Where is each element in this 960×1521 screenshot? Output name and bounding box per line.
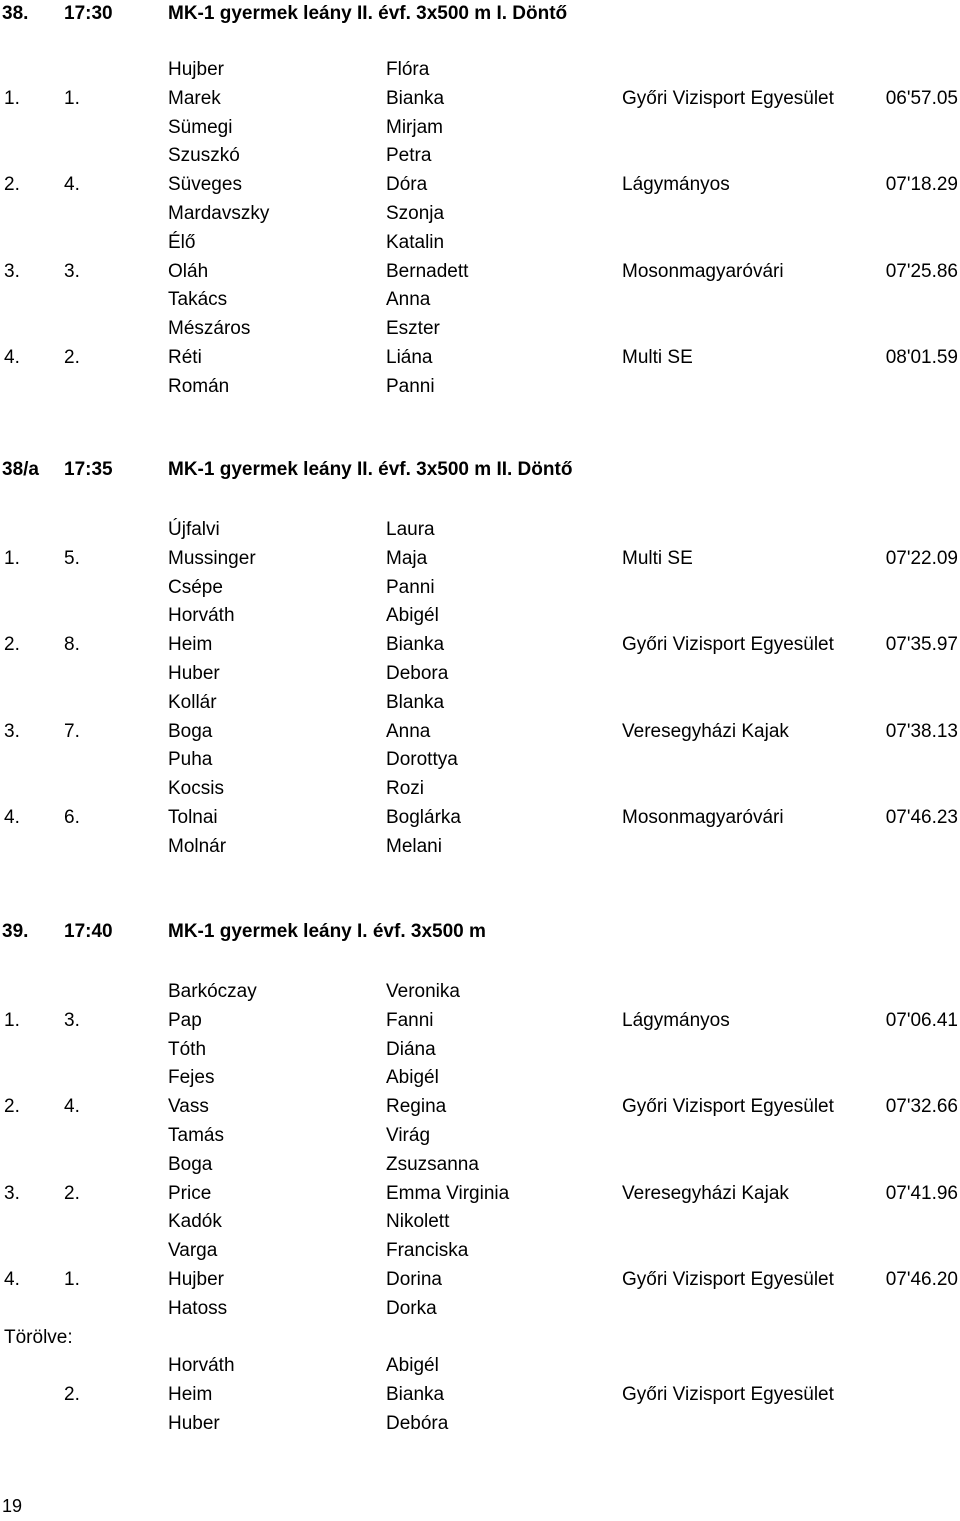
event-time: 17:40 [64, 921, 113, 942]
club-name: Multi SE [622, 347, 693, 368]
athlete-first-name: Panni [386, 576, 435, 598]
place-number: 2. [4, 174, 20, 196]
club-name: Lágymányos [622, 1009, 730, 1031]
club-name: Veresegyházi Kajak [622, 720, 789, 742]
athlete-last-name: Takács [168, 289, 228, 311]
athlete-first-name: Veronika [386, 981, 460, 1002]
athlete-last-name: Hujber [168, 1269, 224, 1290]
athlete-first-name: Eszter [386, 318, 440, 340]
finish-time: 07'25.86 [885, 260, 958, 282]
athlete-last-name: Boga [168, 1153, 213, 1175]
finish-time: 07'38.13 [885, 720, 958, 742]
athlete-last-name: Barkóczay [168, 981, 257, 1002]
lane-number: 3. [64, 260, 80, 282]
finish-time [808, 1381, 958, 1409]
finish-time: 06'57.05 [885, 87, 958, 109]
place-number: 4. [4, 807, 20, 828]
athlete-last-name: Mussinger [168, 547, 256, 569]
athlete-last-name: Élő [168, 231, 196, 253]
athlete-last-name: Vass [168, 1096, 209, 1118]
lane-number: 4. [64, 174, 80, 196]
athlete-last-name: Sümegi [168, 116, 233, 138]
athlete-first-name: Rozi [386, 778, 425, 800]
athlete-first-name: Szonja [386, 203, 445, 224]
place-number: 3. [4, 260, 20, 282]
athlete-first-name: Bianka [386, 87, 445, 109]
page-number: 19 [2, 1496, 23, 1516]
club-name: Győri Vizisport Egyesület [622, 1384, 834, 1406]
club-name: Lágymányos [622, 174, 730, 196]
athlete-first-name: Petra [386, 145, 432, 167]
athlete-first-name: Abigél [386, 1355, 439, 1377]
place-number: 3. [4, 1182, 20, 1204]
place-number: 1. [4, 1009, 20, 1031]
club-name: Győri Vizisport Egyesület [622, 634, 834, 656]
finish-time: 07'46.23 [885, 807, 958, 828]
athlete-first-name: Melani [386, 835, 442, 857]
athlete-last-name: Süveges [168, 174, 242, 196]
lane-number: 1. [64, 87, 80, 109]
place-number: 1. [4, 87, 20, 109]
athlete-last-name: Marek [168, 87, 221, 109]
athlete-first-name: Anna [386, 720, 431, 742]
lane-number: 5. [64, 547, 80, 569]
athlete-first-name: Emma Virginia [386, 1182, 510, 1204]
athlete-last-name: Mardavszky [168, 203, 270, 224]
event-title: MK-1 gyermek leány I. évf. 3x500 m [168, 921, 486, 942]
athlete-last-name: Price [168, 1182, 212, 1204]
finish-time: 07'41.96 [885, 1182, 958, 1204]
deleted-label: Törölve: [4, 1326, 73, 1348]
athlete-last-name: Horváth [168, 605, 235, 627]
athlete-last-name: Molnár [168, 835, 227, 857]
finish-time: 07'06.41 [885, 1009, 958, 1031]
finish-time: 07'46.20 [885, 1269, 958, 1290]
athlete-last-name: Horváth [168, 1355, 235, 1377]
athlete-last-name: Tamás [168, 1125, 224, 1146]
event-number: 39. [2, 921, 29, 942]
club-name: Multi SE [622, 547, 693, 569]
finish-time: 07'18.29 [885, 174, 958, 196]
athlete-first-name: Fanni [386, 1009, 434, 1031]
athlete-last-name: Román [168, 375, 230, 397]
athlete-first-name: Mirjam [386, 116, 443, 138]
athlete-last-name: Hujber [168, 59, 224, 80]
athlete-last-name: Tolnai [168, 807, 218, 828]
athlete-last-name: Réti [168, 347, 202, 368]
lane-number: 2. [64, 1182, 80, 1204]
club-name: Győri Vizisport Egyesület [622, 87, 834, 109]
event-title: MK-1 gyermek leány II. évf. 3x500 m II. Döntő [168, 459, 573, 480]
athlete-last-name: Mészáros [168, 318, 251, 340]
athlete-last-name: Kadók [168, 1211, 222, 1233]
finish-time: 07'32.66 [885, 1096, 958, 1118]
athlete-first-name: Dorka [386, 1297, 437, 1319]
athlete-last-name: Csépe [168, 576, 223, 598]
athlete-last-name: Huber [168, 1413, 220, 1434]
lane-number: 1. [64, 1269, 80, 1290]
athlete-first-name: Abigél [386, 605, 439, 627]
place-number: 1. [4, 547, 20, 569]
lane-number: 7. [64, 720, 80, 742]
event-number: 38. [2, 3, 29, 24]
lane-number: 3. [64, 1009, 80, 1031]
athlete-last-name: Kollár [168, 691, 217, 713]
club-name: Győri Vizisport Egyesület [622, 1096, 834, 1118]
place-number: 2. [4, 634, 20, 656]
athlete-last-name: Heim [168, 634, 213, 656]
lane-number: 2. [64, 347, 80, 368]
lane-number: 4. [64, 1096, 80, 1118]
athlete-first-name: Regina [386, 1096, 447, 1118]
event-title: MK-1 gyermek leány II. évf. 3x500 m I. Döntő [168, 3, 568, 24]
club-name: Veresegyházi Kajak [622, 1182, 789, 1204]
lane-number: 2. [64, 1384, 80, 1406]
club-name: Győri Vizisport Egyesület [622, 1269, 834, 1290]
athlete-first-name: Dorina [386, 1269, 442, 1290]
athlete-first-name: Dóra [386, 174, 428, 196]
athlete-last-name: Hatoss [168, 1297, 228, 1319]
event-time: 17:30 [64, 3, 113, 24]
event-number: 38/a [2, 459, 39, 480]
finish-time: 07'35.97 [885, 634, 958, 656]
athlete-first-name: Diána [386, 1038, 436, 1060]
club-name: Mosonmagyaróvári [622, 260, 784, 282]
athlete-first-name: Liána [386, 347, 433, 368]
athlete-first-name: Nikolett [386, 1211, 450, 1233]
athlete-last-name: Boga [168, 720, 213, 742]
club-name: Mosonmagyaróvári [622, 807, 784, 828]
athlete-last-name: Fejes [168, 1067, 215, 1089]
athlete-last-name: Oláh [168, 260, 209, 282]
athlete-last-name: Pap [168, 1009, 202, 1031]
athlete-first-name: Bianka [386, 634, 445, 656]
athlete-first-name: Bernadett [386, 260, 469, 282]
finish-time: 08'01.59 [885, 347, 958, 368]
athlete-last-name: Puha [168, 749, 213, 771]
lane-number: 8. [64, 634, 80, 656]
athlete-first-name: Franciska [386, 1240, 469, 1262]
athlete-first-name: Katalin [386, 231, 445, 253]
athlete-first-name: Maja [386, 547, 428, 569]
place-number: 2. [4, 1096, 20, 1118]
athlete-last-name: Varga [168, 1240, 218, 1262]
athlete-first-name: Debóra [386, 1413, 449, 1434]
athlete-first-name: Abigél [386, 1067, 439, 1089]
athlete-first-name: Boglárka [386, 807, 461, 828]
place-number: 3. [4, 720, 20, 742]
athlete-first-name: Anna [386, 289, 431, 311]
athlete-last-name: Tóth [168, 1038, 207, 1060]
athlete-first-name: Zsuzsanna [386, 1153, 479, 1175]
athlete-first-name: Virág [386, 1125, 431, 1146]
athlete-first-name: Bianka [386, 1384, 445, 1406]
athlete-first-name: Panni [386, 375, 435, 397]
lane-number: 6. [64, 807, 80, 828]
athlete-first-name: Blanka [386, 691, 445, 713]
place-number: 4. [4, 1269, 20, 1290]
athlete-last-name: Szuszkó [168, 145, 240, 167]
athlete-last-name: Kocsis [168, 778, 224, 800]
athlete-last-name: Heim [168, 1384, 213, 1406]
athlete-first-name: Debora [386, 663, 449, 684]
athlete-first-name: Flóra [386, 59, 430, 80]
athlete-first-name: Dorottya [386, 749, 458, 771]
athlete-first-name: Laura [386, 519, 435, 540]
athlete-last-name: Huber [168, 663, 220, 684]
event-time: 17:35 [64, 459, 113, 480]
athlete-last-name: Újfalvi [168, 519, 220, 540]
place-number: 4. [4, 347, 20, 368]
finish-time: 07'22.09 [885, 547, 958, 569]
